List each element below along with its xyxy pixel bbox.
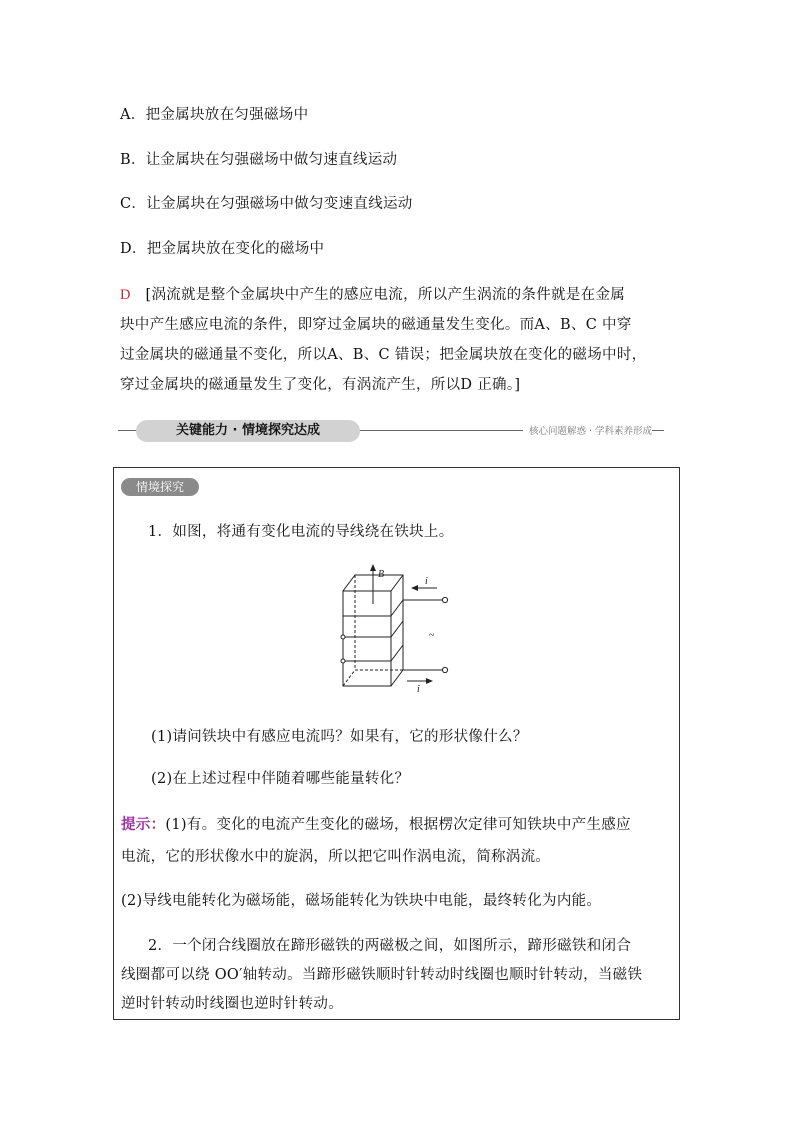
question-1-part-2: (2)在上述过程中伴随着哪些能量转化？ <box>151 771 410 787</box>
scene-inquiry-tag: 情境探究 <box>121 478 199 496</box>
hint-part-2: (2)导线电能转化为磁场能，磁场能转化为铁块中电能，最终转化为内能。 <box>121 893 602 909</box>
answer-line-1 <box>120 283 625 304</box>
question-2-line-3: 逆时针转动时线圈也逆时针转动。 <box>121 996 343 1012</box>
label-i-bottom: i <box>417 684 420 694</box>
iron-block-coil-figure <box>339 564 459 694</box>
label-i-top: i <box>425 576 428 587</box>
answer-text-1: [涡流就是整个金属块中产生的感应电流，所以产生涡流的条件就是在金属 <box>145 287 626 303</box>
section-subtitle: 核心问题解惑 · 学科素养形成 <box>523 423 652 437</box>
option-d: D．把金属块放在变化的磁场中 <box>120 241 325 257</box>
question-1-intro: 1．如图，将通有变化电流的导线绕在铁块上。 <box>148 524 454 540</box>
option-c: C．让金属块在匀强磁场中做匀变速直线运动 <box>120 196 413 212</box>
section-title: 关键能力 · 情境探究达成 <box>136 420 360 442</box>
question-2-line-1: 2．一个闭合线圈放在蹄形磁铁的两磁极之间，如图所示，蹄形磁铁和闭合 <box>148 938 632 954</box>
hint-line-2: 电流，它的形状像水中的旋涡，所以把它叫作涡电流，简称涡流。 <box>121 849 551 865</box>
answer-line-3: 过金属块的磁通量不变化，所以A、B、C 错误；把金属块放在变化的磁场中时， <box>120 347 647 363</box>
label-tilde: ~ <box>429 630 435 641</box>
label-b: B <box>378 569 385 580</box>
option-b: B．让金属块在匀强磁场中做匀速直线运动 <box>120 152 398 168</box>
hint-line-1 <box>121 813 631 834</box>
option-a: A．把金属块放在匀强磁场中 <box>120 107 309 123</box>
hint-text-1: (1)有。变化的电流产生变化的磁场，根据楞次定律可知铁块中产生感应 <box>165 817 631 833</box>
answer-line-4: 穿过金属块的磁通量发生了变化，有涡流产生，所以D 正确。] <box>120 377 521 393</box>
section-header <box>118 418 664 444</box>
question-2-line-2: 线圈都可以绕 OO′轴转动。当蹄形磁铁顺时针转动时线圈也顺时针转动，当磁铁 <box>121 967 643 983</box>
question-1-part-1: (1)请问铁块中有感应电流吗？如果有，它的形状像什么？ <box>151 729 528 745</box>
answer-line-2: 块中产生感应电流的条件，即穿过金属块的磁通量发生变化。而A、B、C 中穿 <box>120 317 632 333</box>
answer-letter: D <box>120 287 131 303</box>
inquiry-box <box>113 467 680 1020</box>
hint-label: 提示： <box>121 817 166 833</box>
